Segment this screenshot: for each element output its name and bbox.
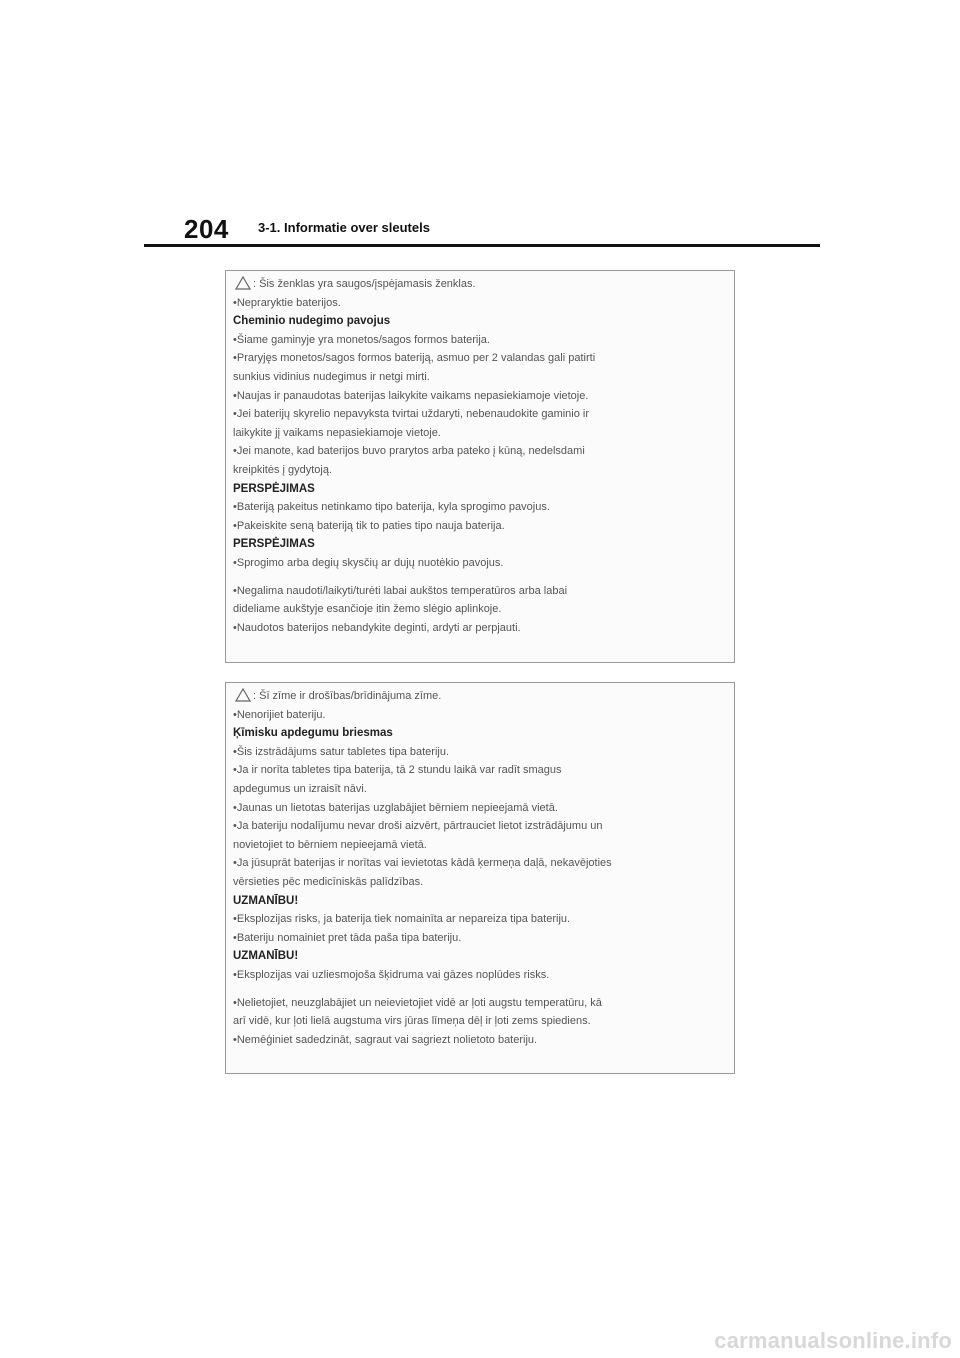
notice-line: •Ja ir norīta tabletes tipa baterija, tā 2 stundu laikā var radīt smagus: [233, 764, 562, 777]
battery-warning-box-latvian: [225, 682, 735, 1074]
battery-warning-box-lithuanian: [225, 270, 735, 663]
symbol-line: [233, 275, 726, 294]
warning-triangle-icon: [235, 276, 251, 294]
notice-line: vērsieties pēc medicīniskās palīdzības.: [233, 875, 424, 888]
notice-lines: [233, 706, 726, 1050]
notice-line: •Sprogimo arba degių skysčių ar dujų nuotėkio pavojus.: [233, 556, 504, 569]
notice-heading: PERSPĖJIMAS: [233, 538, 315, 551]
notice-line: laikykite jį vaikams nepasiekiamoje vietoje.: [233, 426, 441, 439]
notice-lines: [233, 294, 726, 638]
notice-line: •Bateriją pakeitus netinkamo tipo baterija, kyla sprogimo pavojus.: [233, 501, 550, 514]
symbol-text: : Šis ženklas yra saugos/įspėjamasis ženklas.: [253, 278, 476, 290]
section-title: 3-1. Informatie over sleutels: [258, 220, 430, 235]
notice-line: apdegumus un izraisīt nāvi.: [233, 782, 367, 795]
warning-triangle-icon: [235, 688, 251, 706]
notice-line: •Eksplozijas risks, ja baterija tiek nomainīta ar nepareiza tipa bateriju.: [233, 913, 571, 926]
notice-line: •Nelietojiet, neuzglabājiet un neievietojiet vidē ar ļoti augstu temperatūru, kā: [233, 996, 602, 1009]
notice-line: •Šis izstrādājums satur tabletes tipa bateriju.: [233, 745, 450, 758]
notice-line: •Eksplozijas vai uzliesmojoša šķidruma vai gāzes noplūdes risks.: [233, 968, 550, 981]
notice-heading: PERSPĖJIMAS: [233, 482, 315, 495]
notice-line: •Ja jūsuprāt baterijas ir norītas vai ievietotas kādā ķermeņa daļā, nekavējoties: [233, 857, 612, 870]
notice-line: •Nemēģiniet sadedzināt, sagraut vai sagriezt nolietoto bateriju.: [233, 1033, 538, 1046]
notice-line: •Naujas ir panaudotas baterijas laikykite vaikams nepasiekiamoje vietoje.: [233, 389, 589, 402]
notice-line: novietojiet to bērniem nepieejamā vietā.: [233, 838, 427, 851]
notice-line: •Jei baterijų skyrelio nepavyksta tvirtai uždaryti, nebenaudokite gaminio ir: [233, 408, 590, 421]
notice-line: •Šiame gaminyje yra monetos/sagos formos baterija.: [233, 333, 490, 346]
notice-heading: Ķīmisku apdegumu briesmas: [233, 727, 393, 740]
page-number: 204: [184, 214, 229, 244]
notice-line: •Bateriju nomainiet pret tāda paša tipa bateriju.: [233, 931, 462, 944]
symbol-line: [233, 687, 726, 706]
watermark: carmanualsonline.info: [714, 1328, 952, 1353]
notice-line: •Ja bateriju nodalījumu nevar droši aizvērt, pārtrauciet lietot izstrādājumu un: [233, 820, 603, 833]
symbol-text: : Šī zīme ir drošības/brīdinājuma zīme.: [253, 690, 442, 702]
spacer: [233, 573, 726, 582]
notice-line: •Negalima naudoti/laikyti/turėti labai aukštos temperatūros arba labai: [233, 584, 568, 597]
notice-line: •Praryjęs monetos/sagos formos bateriją, asmuo per 2 valandas gali patirti: [233, 352, 596, 365]
notice-line: sunkius vidinius nudegimus ir netgi mirti.: [233, 370, 430, 383]
header-rule: [144, 244, 820, 247]
notice-line: •Naudotos baterijos nebandykite deginti, ardyti ar perpjauti.: [233, 621, 521, 634]
notice-line: arī vidē, kur ļoti lielā augstuma virs jūras līmeņa dēļ ir ļoti zems spiediens.: [233, 1015, 591, 1028]
notice-line: •Nepraryktie baterijos.: [233, 296, 341, 309]
notice-line: •Nenorijiet bateriju.: [233, 708, 326, 721]
page-header: [144, 210, 820, 248]
notice-heading: UZMANĪBU!: [233, 950, 299, 963]
spacer: [233, 985, 726, 994]
notice-line: kreipkitės į gydytoją.: [233, 463, 333, 476]
notice-line: •Pakeiskite seną bateriją tik to paties tipo nauja baterija.: [233, 519, 505, 532]
notice-line: •Jaunas un lietotas baterijas uzglabājiet bērniem nepieejamā vietā.: [233, 801, 558, 814]
notice-heading: Cheminio nudegimo pavojus: [233, 315, 391, 328]
notice-heading: UZMANĪBU!: [233, 894, 299, 907]
notice-line: •Jei manote, kad baterijos buvo prarytos arba pateko į kūną, nedelsdami: [233, 445, 585, 458]
notice-line: dideliame aukštyje esančioje itin žemo slėgio aplinkoje.: [233, 603, 502, 616]
